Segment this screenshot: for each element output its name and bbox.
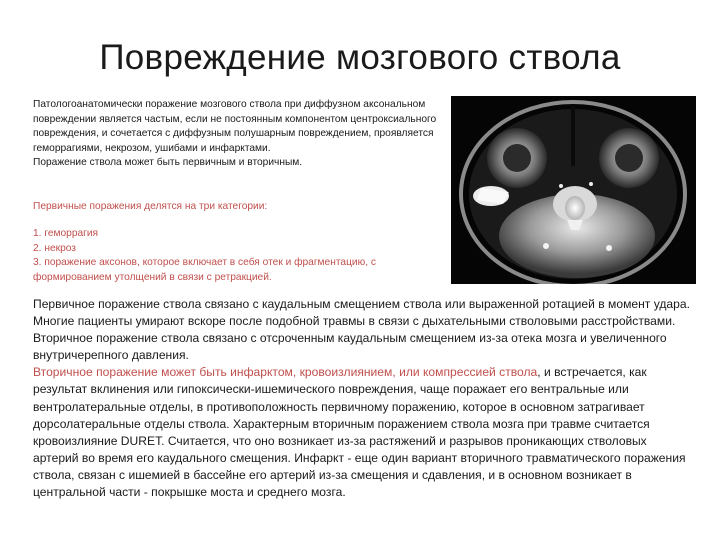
mri-scan-drawing xyxy=(451,96,696,284)
mri-scan-image xyxy=(451,96,696,284)
body-paragraph: Первичное поражение ствола связано с каудальным смещением ствола или выраженной ротацией в момент удара. Многие пациенты умирают вскоре после подобной травмы в связи с дыхательными стволовыми расстройствами. Вторичное поражение ствола связано с отсроченным каудальным смещением из-за отека мозга и увеличенного внутричерепного давления. xyxy=(33,297,690,363)
intro-text xyxy=(33,98,445,171)
categories-list xyxy=(33,227,443,285)
category-item: 1. геморрагия xyxy=(33,228,99,239)
intro-paragraph: Патологоанатомически поражение мозгового ствола при диффузном аксональном повреждении является частым, если не постоянным компонентом центроксиального повреждения, и сочетается с диффузным полушарным повреждением, проявляется геморрагиями, некрозом, ушибами и инфарктами. xyxy=(33,99,437,154)
body-rest-text: , и встречается, как результат вклинения или гипоксически-ишемического повреждения, чаще поражает его вентральные или вентролатеральные отделы, в противоположность первичному поражению, которое в основном затрагивает дорсолатеральные отделы ствола. Характерным вторичным поражением ствола мозга при травме считается кровоизлияние DURET. Считается, что оно возникает из-за растяжений и разрывов проникающих стволовых артерий во время его каудального смещения. Инфаркт - еще один вариант вторичного травматического поражения ствола, связан с ишемией в бассейне его артерий из-за смещения и сдавления, и в основном возникает в центральной части - покрышке моста и среднего мозга. xyxy=(33,365,686,500)
category-item: 3. поражение аксонов, которое включает в себя отек и фрагментацию, с формированием утолщений в связи с ретракцией. xyxy=(33,257,376,283)
intro-paragraph: Поражение ствола может быть первичным и вторичным. xyxy=(33,157,303,169)
highlight-text: Вторичное поражение может быть инфарктом, кровоизлиянием, или компрессией ствола xyxy=(33,365,538,380)
category-item: 2. некроз xyxy=(33,242,76,254)
body-paragraph-2 xyxy=(33,364,693,501)
categories-title: Первичные поражения делятся на три категории: xyxy=(33,201,268,212)
slide-title: Повреждение мозгового ствола xyxy=(99,38,621,77)
body-text xyxy=(33,296,693,501)
